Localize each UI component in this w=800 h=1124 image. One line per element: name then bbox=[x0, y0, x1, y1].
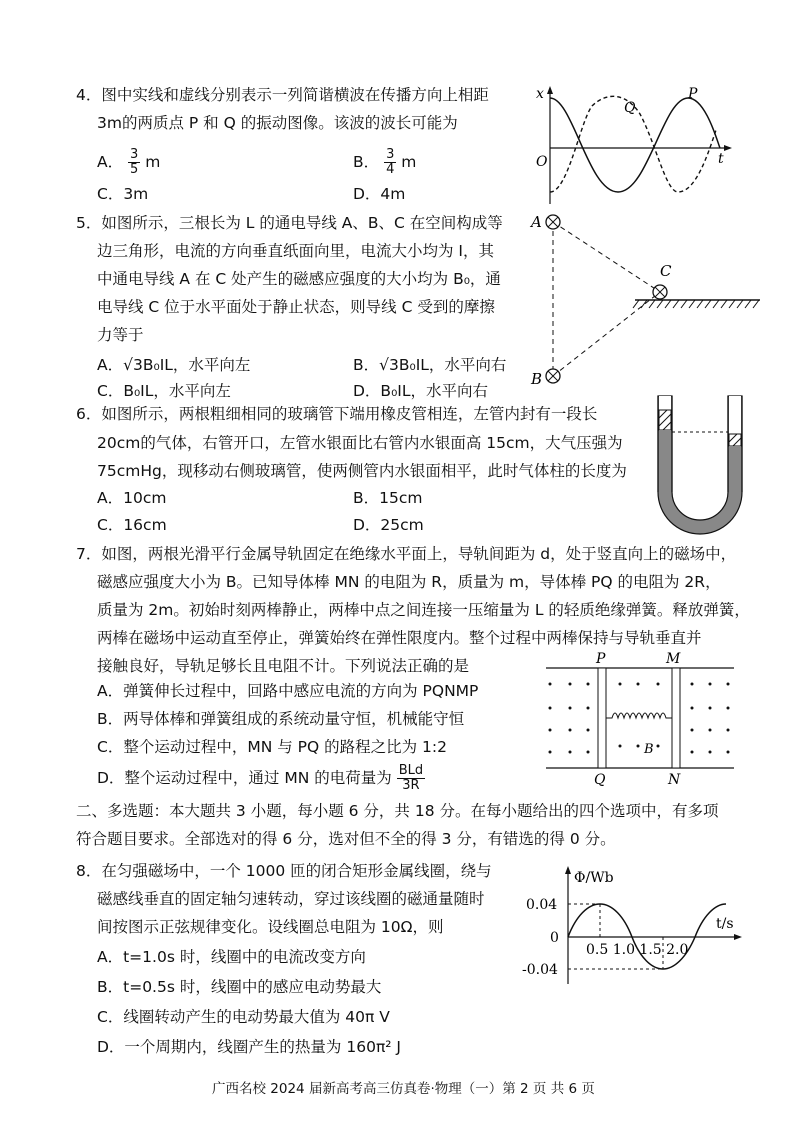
q4-axis-x-label: x bbox=[536, 86, 544, 102]
q4-option-c: C．3m bbox=[97, 185, 149, 203]
q7-label-m: M bbox=[666, 651, 681, 667]
q6-line-2: 20cm的气体，右管开口，左管水银面比右管内水银面高 15cm，大气压强为 bbox=[97, 434, 623, 452]
q7-line-3: 质量为 2m。初始时刻两棒静止，两棒中点之间连接一压缩量为 L 的轻质绝缘弹簧。释放弹簧， bbox=[97, 601, 750, 619]
q7-option-d-fraction: $\frac{\text{BLd}}{3R}$ bbox=[398, 763, 424, 793]
q7-label-q: Q bbox=[594, 772, 606, 788]
q7-field-dots bbox=[549, 683, 730, 754]
q8-ticks-x: 0.5 1.0 1.5 2.0 bbox=[586, 942, 689, 958]
q8-tick-neg: -0.04 bbox=[522, 962, 558, 978]
q6-option-c: C．16cm bbox=[97, 516, 167, 534]
q4-option-a: A． $\frac{3}{5}$ m bbox=[97, 147, 161, 177]
q4-axis-t-label: t bbox=[718, 151, 724, 167]
q8-line-3: 间按图示正弦规律变化。设线圈总电阻为 10Ω，则 bbox=[97, 918, 444, 936]
q7-line-4: 两棒在磁场中运动直至停止，弹簧始终在弹性限度内。整个过程中两棒保持与导轨垂直并 bbox=[97, 629, 702, 647]
q4-origin-label: O bbox=[536, 154, 548, 170]
q7-line-1: 7．如图，两根光滑平行金属导轨固定在绝缘水平面上，导轨间距为 d，处于竖直向上的磁场中， bbox=[76, 545, 737, 563]
q5-line-1: 5．如图所示，三根长为 L 的通电导线 A、B、C 在空间构成等 bbox=[76, 214, 503, 232]
q5-wire-b bbox=[546, 369, 560, 383]
q5-triangle-diagram bbox=[525, 206, 765, 392]
q5-label-b: B bbox=[531, 370, 543, 388]
q7-label-b: B bbox=[644, 742, 654, 757]
q5-wire-a bbox=[546, 215, 560, 229]
q5-line-5: 力等于 bbox=[97, 326, 144, 344]
q5-line-4: 电导线 C 位于水平面处于静止状态，则导线 C 受到的摩擦 bbox=[97, 298, 495, 316]
q5-wire-c bbox=[653, 285, 667, 299]
q8-tick-zero: 0 bbox=[550, 930, 559, 946]
q5-option-d: D．B₀IL，水平向右 bbox=[353, 382, 488, 400]
q5-option-b: B．√3B₀IL，水平向右 bbox=[353, 356, 507, 374]
q8-option-b: B．t=0.5s 时，线圈中的感应电动势最大 bbox=[97, 978, 382, 996]
q8-axis-x-label: t/s bbox=[716, 916, 734, 932]
q7-line-5: 接触良好，导轨足够长且电阻不计。下列说法正确的是 bbox=[97, 657, 470, 675]
q4-option-a-fraction: $\frac{3}{5}$ bbox=[130, 147, 139, 177]
q4-option-b: B． $\frac{3}{4}$ m bbox=[353, 147, 417, 177]
q8-line-2: 磁感线垂直的固定轴匀速转动，穿过该线圈的磁通量随时 bbox=[97, 890, 485, 908]
q8-option-c: C．线圈转动产生的电动势最大值为 40π V bbox=[97, 1008, 390, 1026]
q5-line-3: 中通电导线 A 在 C 处产生的磁感应强度的大小均为 B₀，通 bbox=[97, 270, 501, 288]
q7-label-n: N bbox=[668, 772, 681, 788]
q6-option-b: B．15cm bbox=[353, 489, 423, 507]
q7-rails-diagram bbox=[540, 650, 740, 790]
section2-line-2: 符合题目要求。全部选对的得 6 分，选对但不全的得 3 分，有错选的得 0 分。 bbox=[76, 830, 616, 848]
q4-q-label: Q bbox=[624, 100, 636, 116]
q5-option-c: C．B₀IL，水平向左 bbox=[97, 382, 231, 400]
q7-option-d: D．整个运动过程中，通过 MN 的电荷量为 $\frac{\text{BLd}}{3R}$ bbox=[97, 763, 424, 793]
q7-option-b: B．两导体棒和弹簧组成的系统动量守恒，机械能守恒 bbox=[97, 710, 465, 728]
q4-option-b-fraction: $\frac{3}{4}$ bbox=[386, 147, 395, 177]
q5-line-2: 边三角形，电流的方向垂直纸面向里，电流大小均为 I，其 bbox=[97, 242, 495, 260]
q4-line-2: 3m的两质点 P 和 Q 的振动图像。该波的波长可能为 bbox=[97, 114, 458, 132]
q8-option-d: D．一个周期内，线圈产生的热量为 160π² J bbox=[97, 1038, 401, 1056]
q4-p-label: P bbox=[688, 86, 698, 102]
q8-line-1: 8．在匀强磁场中，一个 1000 匝的闭合矩形金属线圈，绕与 bbox=[76, 862, 492, 880]
q6-option-d: D．25cm bbox=[353, 516, 424, 534]
q6-u-tube-diagram bbox=[650, 392, 750, 542]
q8-axis-y-label: Φ/Wb bbox=[574, 870, 614, 886]
q5-option-a: A．√3B₀IL，水平向左 bbox=[97, 356, 251, 374]
q8-tick-pos: 0.04 bbox=[526, 897, 558, 913]
q6-line-3: 75cmHg，现移动右侧玻璃管，使两侧管内水银面相平，此时气体柱的长度为 bbox=[97, 462, 627, 480]
q4-line-1: 4．图中实线和虚线分别表示一列简谐横波在传播方向上相距 bbox=[76, 86, 489, 104]
q7-option-c: C．整个运动过程中，MN 与 PQ 的路程之比为 1:2 bbox=[97, 738, 447, 756]
q7-rod-pq bbox=[598, 668, 606, 768]
q6-option-a: A．10cm bbox=[97, 489, 167, 507]
q7-option-a: A．弹簧伸长过程中，回路中感应电流的方向为 PQNMP bbox=[97, 682, 479, 700]
q5-label-a: A bbox=[531, 213, 542, 231]
q6-line-1: 6．如图所示，两根粗细相同的玻璃管下端用橡皮管相连，左管内封有一段长 bbox=[76, 405, 598, 423]
q6-left-plug bbox=[659, 410, 671, 430]
q7-rod-mn bbox=[672, 668, 680, 768]
q4-vibration-graph bbox=[528, 84, 738, 209]
q5-label-c: C bbox=[660, 262, 672, 280]
q7-line-2: 磁感应强度大小为 B。已知导体棒 MN 的电阻为 R，质量为 m，导体棒 PQ 的电阻为 2R， bbox=[97, 573, 721, 591]
q8-option-a: A．t=1.0s 时，线圈中的电流改变方向 bbox=[97, 948, 366, 966]
q4-option-d: D．4m bbox=[353, 185, 406, 203]
q7-spring bbox=[606, 713, 672, 718]
section2-line-1: 二、多选题：本大题共 3 小题，每小题 6 分，共 18 分。在每小题给出的四个选项中，有多项 bbox=[76, 802, 719, 820]
q8-flux-graph bbox=[520, 860, 745, 990]
page-footer: 广西名校 2024 届新高考高三仿真卷·物理（一）第 2 页 共 6 页 bbox=[212, 1081, 595, 1097]
q7-label-p: P bbox=[596, 651, 606, 667]
